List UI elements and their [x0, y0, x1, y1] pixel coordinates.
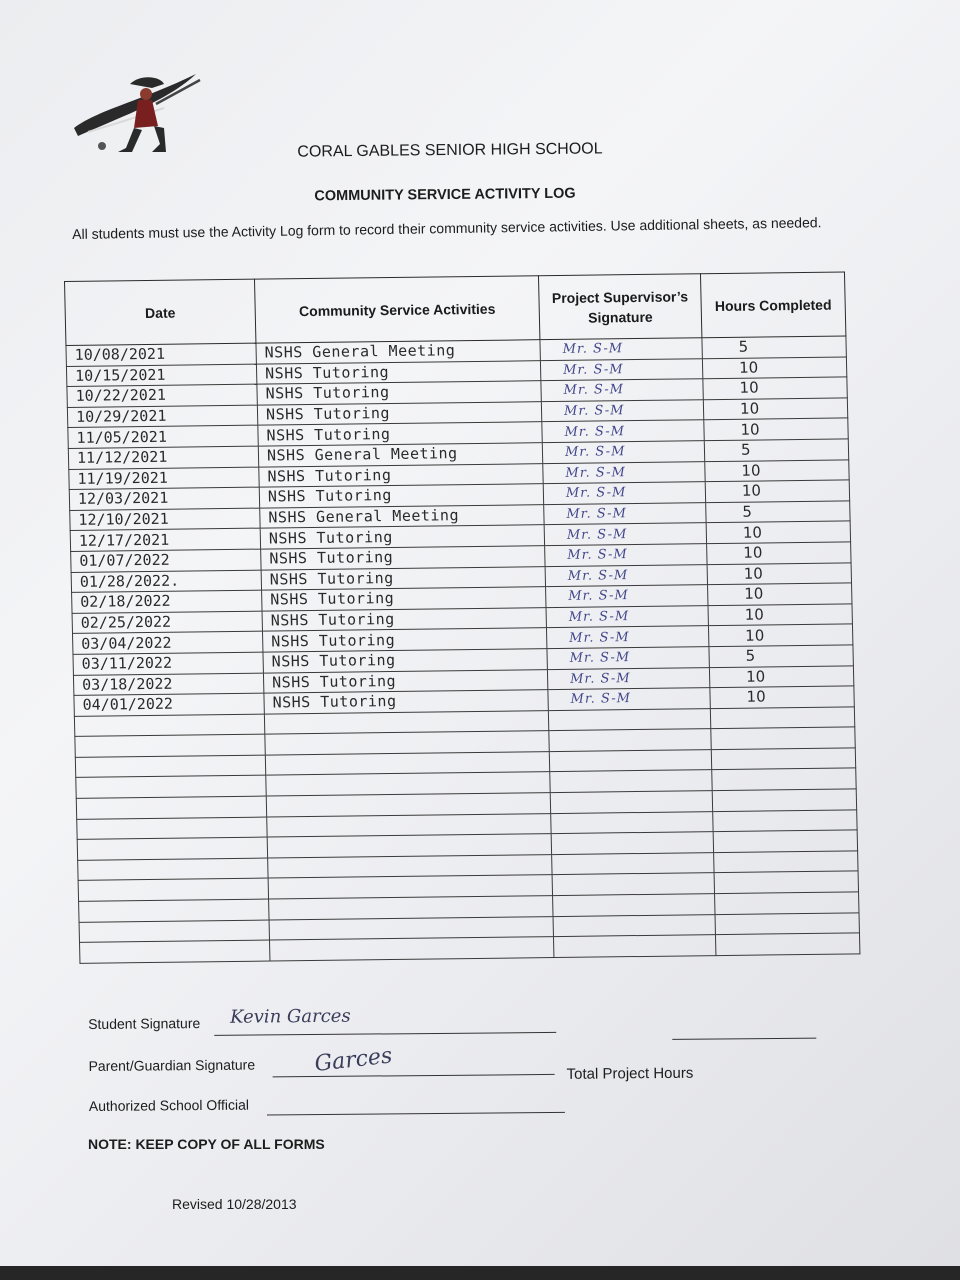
- empty-log-cell[interactable]: [714, 851, 858, 873]
- empty-log-cell[interactable]: [714, 871, 858, 893]
- empty-log-cell[interactable]: [710, 707, 854, 729]
- signature-column-header: Project Supervisor’s Signature: [538, 274, 701, 340]
- log-date-cell[interactable]: 12/17/2021: [70, 528, 260, 551]
- student-signature-label: Student Signature: [88, 1015, 201, 1032]
- form-title: COMMUNITY SERVICE ACTIVITY LOG: [314, 185, 576, 205]
- log-activity-cell[interactable]: NSHS Tutoring: [262, 607, 546, 631]
- empty-log-cell[interactable]: [77, 837, 267, 860]
- activity-log-table: [64, 271, 860, 963]
- empty-log-cell[interactable]: [548, 708, 710, 731]
- school-official-label: Authorized School Official: [88, 1096, 249, 1114]
- log-signature-cell[interactable]: Mr. S-M: [545, 564, 707, 587]
- log-signature-cell[interactable]: Mr. S-M: [543, 461, 705, 484]
- log-date-cell[interactable]: 02/25/2022: [72, 611, 262, 634]
- student-signature: Kevin Garces: [230, 1005, 351, 1028]
- parent-signature-label: Parent/Guardian Signature: [88, 1056, 256, 1074]
- parent-signature: Garces: [313, 1043, 394, 1078]
- log-hours-cell[interactable]: 10: [710, 686, 854, 708]
- log-activity-cell[interactable]: NSHS Tutoring: [257, 401, 541, 425]
- log-signature-cell[interactable]: Mr. S-M: [540, 338, 702, 361]
- revision-date: Revised 10/28/2013: [172, 1196, 297, 1212]
- total-hours-label: Total Project Hours: [566, 1064, 694, 1083]
- log-activity-cell[interactable]: NSHS Tutoring: [256, 360, 540, 384]
- empty-log-cell[interactable]: [552, 852, 714, 875]
- log-date-cell[interactable]: 10/29/2021: [67, 405, 257, 428]
- log-signature-cell[interactable]: Mr. S-M: [547, 667, 709, 690]
- log-hours-cell[interactable]: 5: [702, 336, 846, 358]
- log-signature-cell[interactable]: Mr. S-M: [546, 585, 708, 608]
- log-signature-cell[interactable]: Mr. S-M: [544, 502, 706, 525]
- empty-log-cell[interactable]: [76, 796, 266, 819]
- empty-log-cell[interactable]: [715, 912, 859, 934]
- log-activity-cell[interactable]: NSHS General Meeting: [260, 504, 544, 528]
- log-signature-cell[interactable]: Mr. S-M: [540, 358, 702, 381]
- empty-log-cell[interactable]: [269, 937, 553, 961]
- empty-log-cell[interactable]: [75, 734, 265, 757]
- empty-log-cell[interactable]: [551, 811, 713, 834]
- log-activity-cell[interactable]: NSHS General Meeting: [258, 443, 542, 467]
- log-activity-cell[interactable]: NSHS Tutoring: [258, 422, 542, 446]
- background-strip: [0, 1266, 960, 1280]
- log-signature-cell[interactable]: Mr. S-M: [544, 523, 706, 546]
- log-hours-cell[interactable]: 10: [708, 604, 852, 626]
- empty-log-cell[interactable]: [550, 770, 712, 793]
- total-hours-line[interactable]: [672, 1038, 816, 1040]
- empty-log-cell[interactable]: [79, 920, 269, 943]
- empty-log-cell[interactable]: [78, 878, 268, 901]
- log-date-cell[interactable]: 10/08/2021: [66, 343, 256, 366]
- hours-column-header: Hours Completed: [700, 272, 845, 338]
- keep-copy-note: NOTE: KEEP COPY OF ALL FORMS: [88, 1136, 325, 1152]
- log-hours-cell[interactable]: 10: [706, 521, 850, 543]
- empty-log-cell[interactable]: [76, 776, 266, 799]
- log-date-cell[interactable]: 11/12/2021: [68, 446, 258, 469]
- log-hours-cell[interactable]: 10: [709, 665, 853, 687]
- log-signature-cell[interactable]: Mr. S-M: [545, 544, 707, 567]
- log-activity-cell[interactable]: NSHS Tutoring: [264, 690, 548, 714]
- empty-log-cell[interactable]: [549, 729, 711, 752]
- empty-log-cell[interactable]: [550, 791, 712, 814]
- log-hours-cell[interactable]: 5: [709, 645, 853, 667]
- log-hours-cell[interactable]: 10: [703, 377, 847, 399]
- instructions-text: All students must use the Activity Log form to record their community service activities. Use additional sheets, as needed.: [72, 214, 822, 242]
- log-signature-cell[interactable]: Mr. S-M: [541, 379, 703, 402]
- log-date-cell[interactable]: 04/01/2022: [74, 693, 264, 716]
- log-date-cell[interactable]: 12/03/2021: [69, 487, 259, 510]
- school-name: CORAL GABLES SENIOR HIGH SCHOOL: [297, 140, 603, 161]
- empty-log-cell[interactable]: [713, 830, 857, 852]
- log-date-cell[interactable]: 01/28/2022.: [71, 570, 261, 593]
- log-activity-cell[interactable]: NSHS Tutoring: [263, 649, 547, 673]
- empty-log-cell[interactable]: [712, 768, 856, 790]
- log-date-cell[interactable]: 10/22/2021: [67, 384, 257, 407]
- log-date-cell[interactable]: 11/19/2021: [69, 467, 259, 490]
- log-hours-cell[interactable]: 10: [708, 624, 852, 646]
- empty-log-cell[interactable]: [711, 748, 855, 770]
- empty-log-cell[interactable]: [77, 817, 267, 840]
- log-activity-cell[interactable]: NSHS General Meeting: [256, 340, 540, 364]
- log-hours-cell[interactable]: 10: [708, 583, 852, 605]
- log-signature-cell[interactable]: Mr. S-M: [547, 647, 709, 670]
- log-hours-cell[interactable]: 10: [705, 480, 849, 502]
- log-activity-cell[interactable]: NSHS Tutoring: [259, 463, 543, 487]
- activity-log-table-wrapper: [64, 271, 860, 980]
- empty-log-cell[interactable]: [553, 935, 715, 958]
- log-activity-cell[interactable]: NSHS Tutoring: [260, 525, 544, 549]
- empty-log-cell[interactable]: [711, 727, 855, 749]
- empty-log-cell[interactable]: [78, 858, 268, 881]
- log-signature-cell[interactable]: Mr. S-M: [546, 605, 708, 628]
- empty-log-cell[interactable]: [552, 873, 714, 896]
- empty-log-cell[interactable]: [553, 894, 715, 917]
- log-hours-cell[interactable]: 10: [707, 562, 851, 584]
- log-activity-cell[interactable]: NSHS Tutoring: [261, 546, 545, 570]
- empty-log-cell[interactable]: [712, 789, 856, 811]
- empty-log-cell[interactable]: [715, 933, 859, 955]
- empty-log-cell[interactable]: [713, 810, 857, 832]
- log-signature-cell[interactable]: Mr. S-M: [543, 482, 705, 505]
- log-date-cell[interactable]: 11/05/2021: [68, 426, 258, 449]
- log-date-cell[interactable]: 03/11/2022: [73, 652, 263, 675]
- log-hours-cell[interactable]: 10: [707, 542, 851, 564]
- log-date-cell[interactable]: 12/10/2021: [70, 508, 260, 531]
- date-column-header: Date: [65, 279, 256, 345]
- log-hours-cell[interactable]: 10: [703, 398, 847, 420]
- log-date-cell[interactable]: 03/18/2022: [73, 673, 263, 696]
- log-activity-cell[interactable]: NSHS Tutoring: [263, 669, 547, 693]
- empty-log-cell[interactable]: [549, 750, 711, 773]
- empty-log-cell[interactable]: [553, 914, 715, 937]
- log-activity-cell[interactable]: NSHS Tutoring: [262, 628, 546, 652]
- log-signature-cell[interactable]: Mr. S-M: [548, 688, 710, 711]
- log-activity-cell[interactable]: NSHS Tutoring: [259, 484, 543, 508]
- empty-log-cell[interactable]: [80, 940, 270, 963]
- student-signature-line[interactable]: [214, 1032, 556, 1036]
- log-date-cell[interactable]: 10/15/2021: [66, 364, 256, 387]
- empty-log-cell[interactable]: [551, 832, 713, 855]
- log-signature-cell[interactable]: Mr. S-M: [542, 441, 704, 464]
- log-date-cell[interactable]: 01/07/2022: [71, 549, 261, 572]
- empty-log-cell[interactable]: [74, 714, 264, 737]
- log-hours-cell[interactable]: 10: [705, 459, 849, 481]
- log-hours-cell[interactable]: 5: [704, 439, 848, 461]
- log-signature-cell[interactable]: Mr. S-M: [541, 399, 703, 422]
- log-activity-cell[interactable]: NSHS Tutoring: [257, 381, 541, 405]
- log-date-cell[interactable]: 02/18/2022: [72, 590, 262, 613]
- table-header-row: [65, 272, 846, 346]
- school-official-line[interactable]: [267, 1112, 565, 1116]
- empty-log-cell[interactable]: [79, 899, 269, 922]
- table-body: [66, 336, 860, 963]
- log-hours-cell[interactable]: 10: [704, 418, 848, 440]
- log-hours-cell[interactable]: 10: [702, 357, 846, 379]
- empty-log-cell[interactable]: [75, 755, 265, 778]
- log-signature-cell[interactable]: Mr. S-M: [542, 420, 704, 443]
- empty-log-cell[interactable]: [715, 892, 859, 914]
- activities-column-header: Community Service Activities: [254, 276, 539, 343]
- log-activity-cell[interactable]: NSHS Tutoring: [262, 587, 546, 611]
- log-activity-cell[interactable]: NSHS Tutoring: [261, 566, 545, 590]
- log-date-cell[interactable]: 03/04/2022: [73, 631, 263, 654]
- log-hours-cell[interactable]: 5: [706, 501, 850, 523]
- log-signature-cell[interactable]: Mr. S-M: [546, 626, 708, 649]
